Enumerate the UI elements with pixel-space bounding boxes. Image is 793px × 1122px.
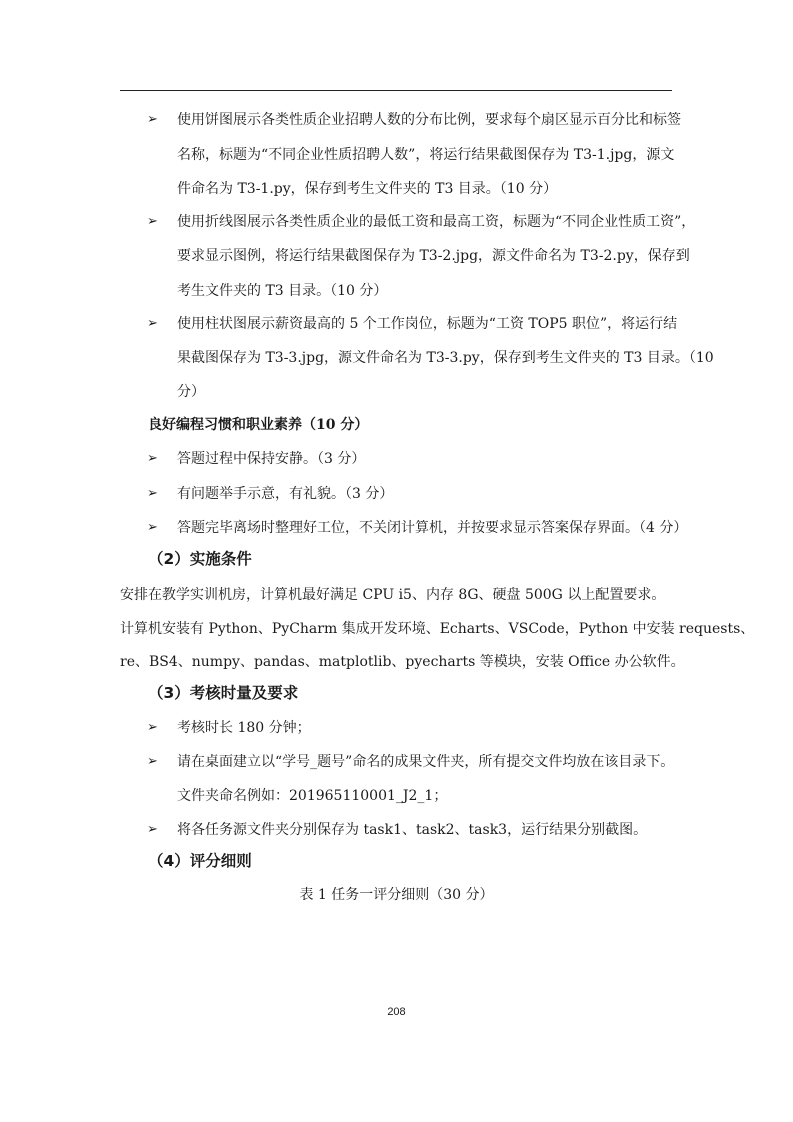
t3-item-3-line-3: 分） — [177, 384, 205, 400]
section-3-item-1: 考核时长 180 分钟； — [177, 720, 311, 736]
bullet-arrow-icon: ➢ — [147, 316, 158, 331]
t3-item-2-line-3: 考生文件夹的 T3 目录。（10 分） — [177, 283, 388, 299]
t3-item-1-line-3: 件命名为 T3-1.py，保存到考生文件夹的 T3 目录。（10 分） — [177, 181, 558, 197]
header-rule — [120, 90, 672, 91]
habit-item-2: 有问题举手示意，有礼貌。（3 分） — [177, 486, 394, 502]
section-4-heading: （4）评分细则 — [148, 852, 252, 870]
bullet-arrow-icon: ➢ — [147, 214, 158, 229]
section-2-heading: （2）实施条件 — [148, 550, 252, 568]
bullet-arrow-icon: ➢ — [147, 451, 158, 466]
section-2-line-2: 计算机安装有 Python、PyCharm 集成开发环境、Echarts、VSCode，Python 中安装 requests、 — [120, 621, 755, 637]
t3-item-1-line-2: 名称，标题为“不同企业性质招聘人数”，将运行结果截图保存为 T3-1.jpg，源文 — [177, 147, 675, 163]
section-3-item-2-line-2: 文件夹命名例如：201965110001_J2_1； — [177, 788, 448, 804]
t3-item-3-line-1: 使用柱状图展示薪资最高的 5 个工作岗位，标题为“工资 TOP5 职位”，将运行结 — [177, 316, 678, 332]
t3-item-2-line-1: 使用折线图展示各类性质企业的最低工资和最高工资，标题为“不同企业性质工资”， — [177, 214, 696, 230]
bullet-arrow-icon: ➢ — [147, 112, 158, 127]
table-caption: 表 1 任务一评分细则（30 分） — [299, 887, 494, 903]
t3-item-1-line-1: 使用饼图展示各类性质企业招聘人数的分布比例，要求每个扇区显示百分比和标签 — [177, 112, 681, 128]
section-3-heading: （3）考核时量及要求 — [148, 684, 299, 702]
page-number: 208 — [387, 1006, 406, 1018]
habit-item-3: 答题完毕离场时整理好工位，不关闭计算机，并按要求显示答案保存界面。（4 分） — [177, 520, 688, 536]
section-3-item-3: 将各任务源文件夹分别保存为 task1、task2、task3，运行结果分别截图。 — [177, 822, 648, 838]
habits-title: 良好编程习惯和职业素养（10 分） — [148, 417, 369, 433]
t3-item-3-line-2: 果截图保存为 T3-3.jpg，源文件命名为 T3-3.py，保存到考生文件夹的 T3 目录。（10 — [177, 350, 714, 366]
bullet-arrow-icon: ➢ — [147, 486, 158, 501]
bullet-arrow-icon: ➢ — [147, 520, 158, 535]
bullet-arrow-icon: ➢ — [147, 754, 158, 769]
section-2-line-3: re、BS4、numpy、pandas、matplotlib、pyecharts 等模块，安装 Office 办公软件。 — [120, 654, 685, 670]
bullet-arrow-icon: ➢ — [147, 822, 158, 837]
section-2-line-1: 安排在教学实训机房，计算机最好满足 CPU i5、内存 8G、硬盘 500G 以上配置要求。 — [120, 587, 666, 603]
bullet-arrow-icon: ➢ — [147, 720, 158, 735]
habit-item-1: 答题过程中保持安静。（3 分） — [177, 451, 366, 467]
t3-item-2-line-2: 要求显示图例，将运行结果截图保存为 T3-2.jpg，源文件命名为 T3-2.py，保存到 — [177, 248, 690, 264]
section-3-item-2-line-1: 请在桌面建立以“学号_题号”命名的成果文件夹，所有提交文件均放在该目录下。 — [177, 754, 675, 770]
